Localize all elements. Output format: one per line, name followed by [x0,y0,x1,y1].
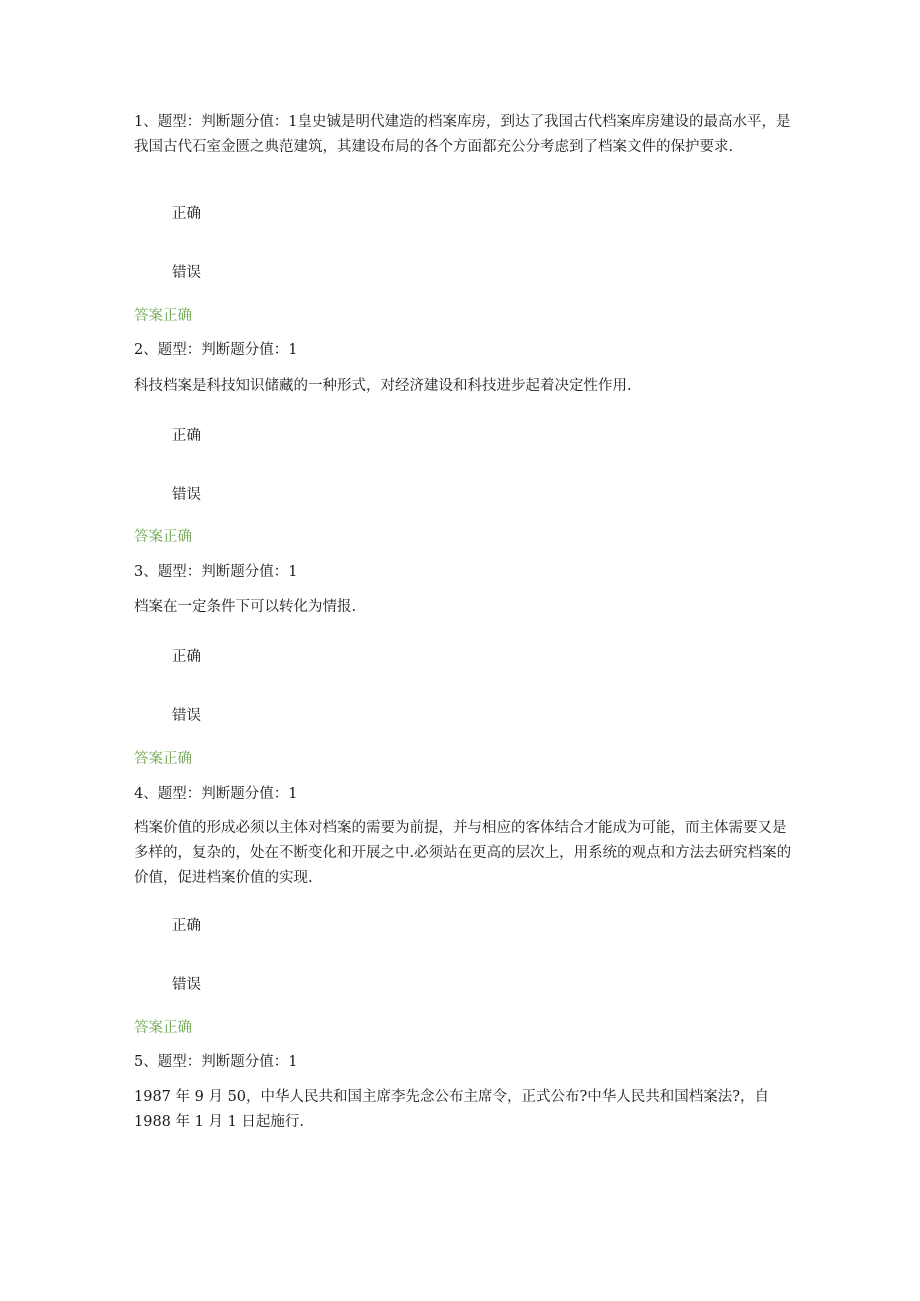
question-3-header: 3、题型：判断题分值：1 [134,564,298,580]
question-4-result: 答案正确 [134,1020,192,1036]
question-2-stem: 科技档案是科技知识储藏的一种形式，对经济建设和科技进步起着决定性作用. [134,378,632,394]
question-4-option-false[interactable]: 错误 [172,977,201,993]
question-5-header: 5、题型：判断题分值：1 [134,1054,298,1070]
question-4-option-true[interactable]: 正确 [172,918,201,934]
question-1-result: 答案正确 [134,308,192,324]
question-3-stem: 档案在一定条件下可以转化为情报. [134,599,357,615]
question-2-option-true[interactable]: 正确 [172,428,201,444]
question-3-option-true[interactable]: 正确 [172,649,201,665]
question-1-option-false[interactable]: 错误 [172,265,201,281]
question-5-stem: 1987 年 9 月 50，中华人民共和国主席李先念公布主席令，正式公布?中华人民共和国档案法?，自 1988 年 1 月 1 日起施行. [134,1089,770,1130]
question-2-option-false[interactable]: 错误 [172,487,201,503]
question-2-header: 2、题型：判断题分值：1 [134,342,298,358]
question-1-header: 1、题型：判断题分值：1 [134,114,298,130]
question-3-result: 答案正确 [134,751,192,767]
question-1 [134,110,794,160]
question-2-result: 答案正确 [134,529,192,545]
question-1-option-true[interactable]: 正确 [172,206,201,222]
question-1-stem: 皇史铖是明代建造的档案库房，到达了我国古代档案库房建设的最高水平，是我国古代石室金匮之典范建筑，其建设布局的各个方面都充公分考虑到了档案文件的保护要求. [134,114,791,155]
question-4-header: 4、题型：判断题分值：1 [134,786,298,802]
question-3-option-false[interactable]: 错误 [172,708,201,724]
question-4-stem: 档案价值的形成必须以主体对档案的需要为前提，并与相应的客体结合才能成为可能，而主体需要又是多样的，复杂的，处在不断变化和开展之中.必须站在更高的层次上，用系统的观点和方法去研究档案的价值，促进档案价值的实现. [134,820,792,886]
